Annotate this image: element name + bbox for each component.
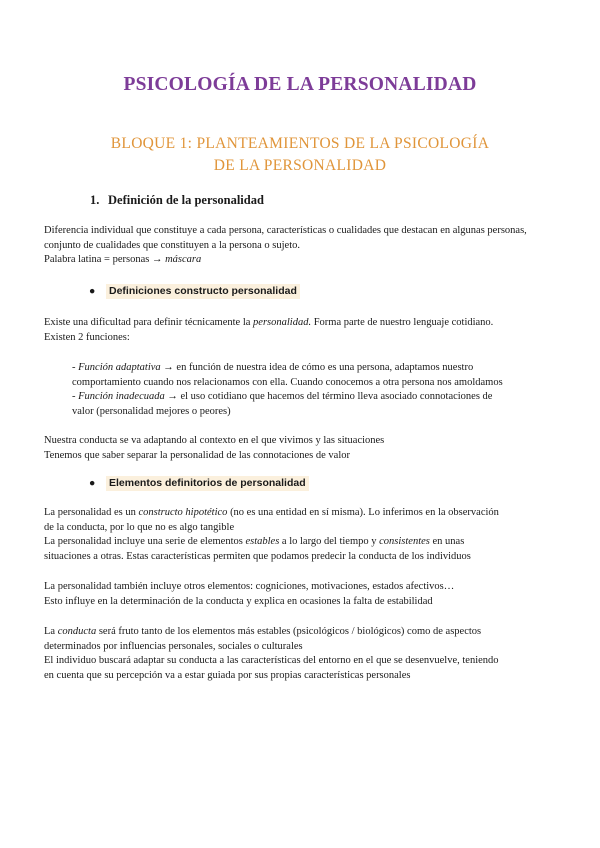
conduct-paragraph bbox=[44, 434, 564, 463]
paragraph-line: Existen 2 funciones: bbox=[44, 331, 130, 343]
text-run: en unas bbox=[429, 536, 465, 547]
subsection-heading-elements bbox=[89, 477, 309, 489]
subsection-title: Elementos definitorios de personalidad bbox=[106, 476, 309, 491]
paragraph-line bbox=[44, 506, 564, 521]
paragraph-line: Tenemos que saber separar la personalidad de las connotaciones de valor bbox=[44, 449, 350, 461]
text-run: (no es una entidad en sí misma). Lo inferimos en la observación bbox=[227, 507, 499, 518]
text-run: La personalidad es un bbox=[44, 507, 139, 518]
italic-term: conducta bbox=[57, 626, 97, 637]
paragraph-line: situaciones a otras. Estas características permiten que podamos predecir la conducta de los individuos bbox=[44, 550, 471, 562]
text-run: - bbox=[72, 391, 79, 402]
bullet-icon: ● bbox=[89, 285, 96, 297]
difficulty-paragraph bbox=[44, 316, 564, 345]
other-elements-paragraph bbox=[44, 580, 564, 609]
document-title: PSICOLOGÍA DE LA PERSONALIDAD bbox=[123, 74, 477, 95]
list-item bbox=[72, 361, 592, 376]
paragraph-line bbox=[44, 253, 564, 268]
list-item bbox=[72, 390, 592, 405]
block-title-line-2: DE LA PERSONALIDAD bbox=[213, 157, 387, 174]
block-title bbox=[0, 133, 600, 177]
italic-term: máscara bbox=[165, 254, 202, 265]
italic-term: constructo hipotético bbox=[138, 507, 228, 518]
subsection-heading-definitions bbox=[89, 285, 300, 297]
text-run: → el uso cotidiano que hacemos del término lleva asociado connotaciones de bbox=[164, 391, 493, 402]
paragraph-line: Nuestra conducta se va adaptando al contexto en el que vivimos y las situaciones bbox=[44, 435, 385, 446]
subsection-title: Definiciones constructo personalidad bbox=[106, 284, 300, 299]
elements-paragraph bbox=[44, 506, 564, 564]
section-title: Definición de la personalidad bbox=[108, 193, 264, 207]
italic-term: Función adaptativa bbox=[78, 362, 161, 373]
paragraph-line: El individuo buscará adaptar su conducta a las características del entorno en el que se desenvuelve, teniendo bbox=[44, 655, 499, 666]
text-run: Existe una dificultad para definir técnicamente la bbox=[44, 317, 254, 328]
paragraph-line: en cuenta que su percepción va a estar guiada por sus propias características personales bbox=[44, 669, 411, 681]
text-run: Forma parte de nuestro lenguaje cotidiano. bbox=[311, 317, 494, 328]
section-number: 1. bbox=[90, 193, 100, 207]
paragraph-line: conjunto de cualidades que constituyen a la persona o sujeto. bbox=[44, 239, 301, 251]
text-run: a lo largo del tiempo y bbox=[279, 536, 380, 547]
final-paragraph bbox=[44, 625, 564, 683]
functions-list bbox=[72, 361, 592, 419]
italic-term: estables bbox=[245, 536, 280, 547]
text-run: Palabra latina = personas → bbox=[44, 254, 166, 265]
bullet-icon: ● bbox=[89, 477, 96, 489]
italic-term: Función inadecuada bbox=[78, 391, 165, 402]
section-heading bbox=[90, 193, 264, 208]
italic-term: personalidad. bbox=[253, 317, 312, 328]
text-run: - bbox=[72, 362, 79, 373]
block-title-line-1: BLOQUE 1: PLANTEAMIENTOS DE LA PSICOLOGÍA bbox=[110, 135, 490, 152]
paragraph-line: Diferencia individual que constituye a cada persona, características o cualidades que destacan en algunas personas, bbox=[44, 225, 527, 236]
paragraph-line: de la conducta, por lo que no es algo tangible bbox=[44, 521, 235, 533]
paragraph-line: La personalidad también incluye otros elementos: cogniciones, motivaciones, estados afectivos… bbox=[44, 581, 455, 592]
text-run: → en función de nuestra idea de cómo es una persona, adaptamos nuestro bbox=[160, 362, 474, 373]
paragraph-line bbox=[44, 625, 564, 640]
list-item-continuation: comportamiento cuando nos relacionamos con ella. Cuando conocemos a otra persona nos amoldamos bbox=[72, 376, 503, 388]
italic-term: consistentes bbox=[379, 536, 430, 547]
paragraph-line bbox=[44, 316, 564, 331]
paragraph-line: Esto influye en la determinación de la conducta y explica en ocasiones la falta de estabilidad bbox=[44, 595, 433, 607]
list-item-continuation: valor (personalidad mejores o peores) bbox=[72, 405, 231, 417]
text-run: La personalidad incluye una serie de elementos bbox=[44, 536, 246, 547]
text-run: será fruto tanto de los elementos más estables (psicológicos / biológicos) como de aspectos bbox=[96, 626, 482, 637]
definition-paragraph bbox=[44, 224, 564, 268]
paragraph-line: determinados por influencias personales, sociales o culturales bbox=[44, 640, 303, 652]
text-run: La bbox=[44, 626, 58, 637]
paragraph-line bbox=[44, 535, 564, 550]
